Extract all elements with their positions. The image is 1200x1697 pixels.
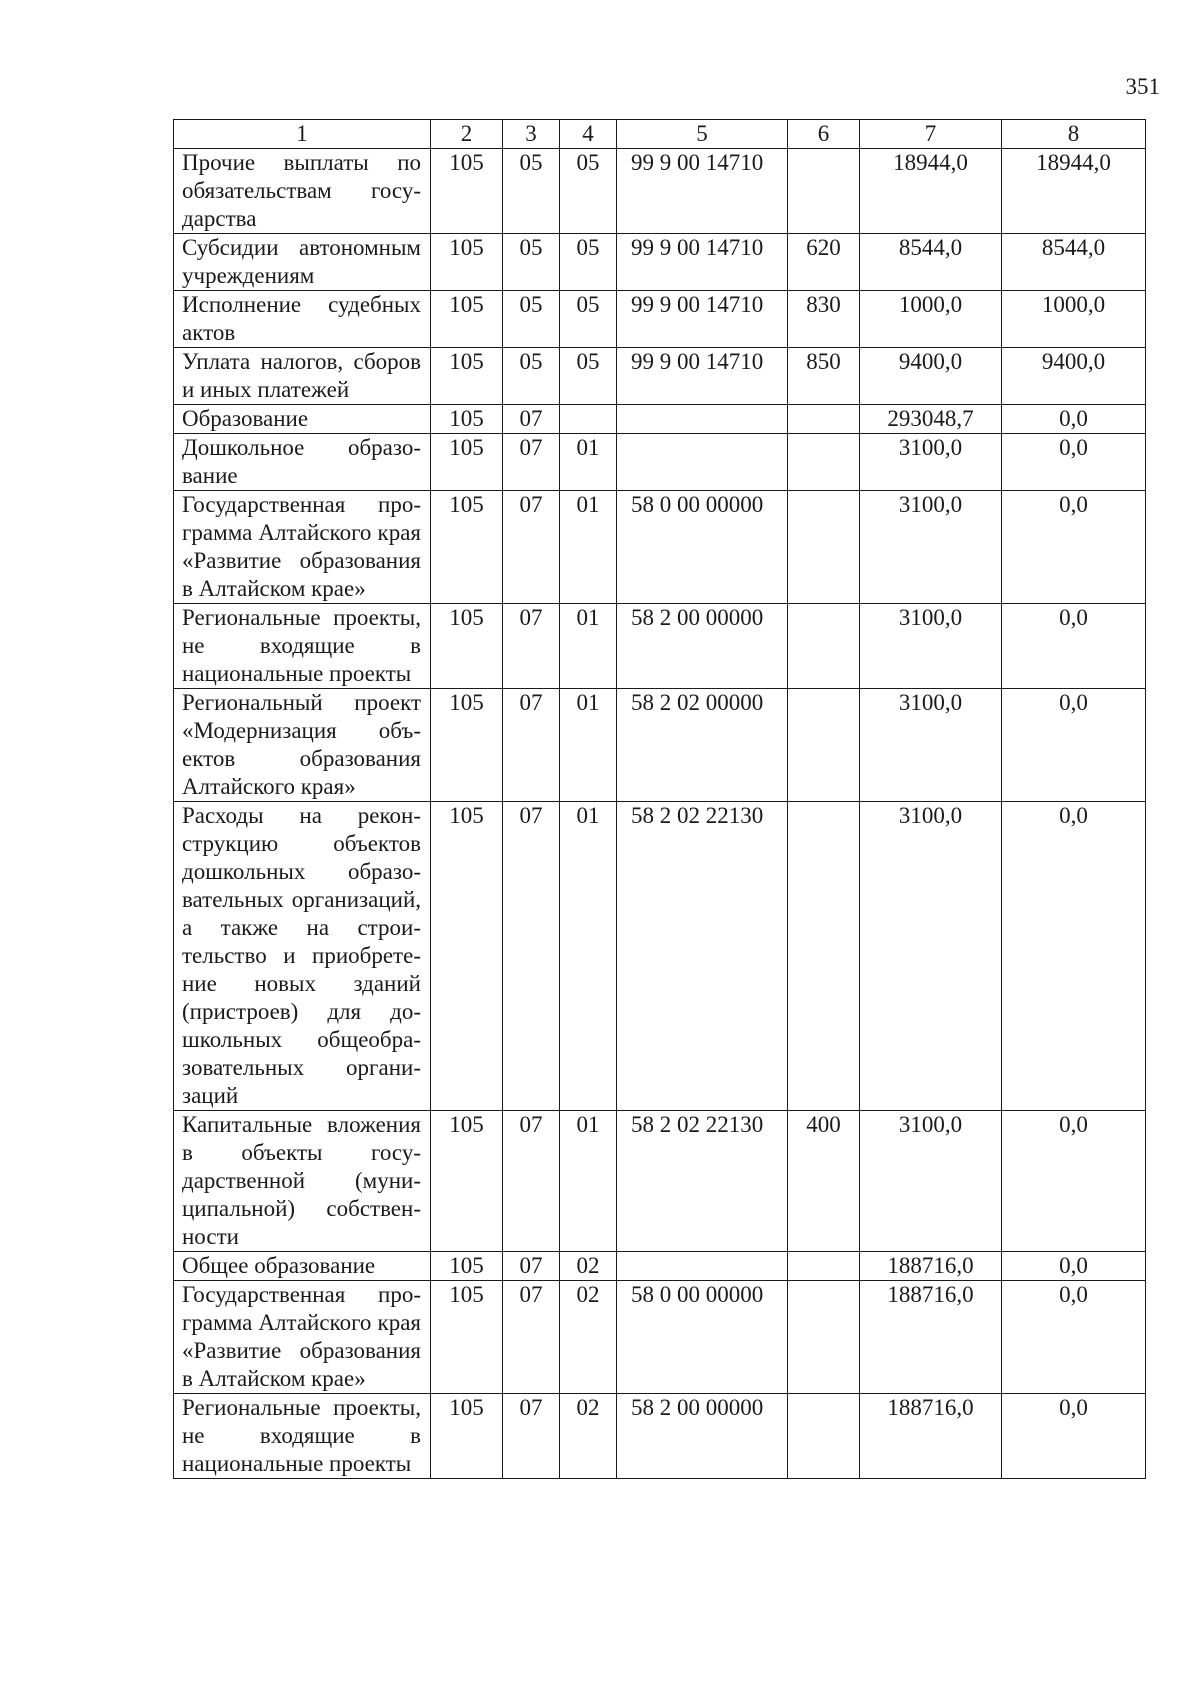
cell-section: 05	[503, 348, 560, 405]
cell-amount-1: 9400,0	[860, 348, 1002, 405]
table-body	[174, 149, 1146, 1479]
cell-subsection: 02	[560, 1252, 617, 1281]
cell-section: 07	[503, 434, 560, 491]
cell-amount-1: 188716,0	[860, 1252, 1002, 1281]
table-row	[174, 1281, 1146, 1394]
cell-ministry-code: 105	[431, 689, 503, 802]
cell-subsection: 05	[560, 348, 617, 405]
cell-expense-type: 620	[788, 234, 860, 291]
cell-name: Общее образование	[174, 1252, 431, 1281]
cell-ministry-code: 105	[431, 405, 503, 434]
cell-subsection: 01	[560, 434, 617, 491]
cell-section: 07	[503, 1394, 560, 1479]
column-header-3: 3	[503, 120, 560, 149]
table-row	[174, 1111, 1146, 1252]
cell-amount-1: 8544,0	[860, 234, 1002, 291]
cell-subsection: 01	[560, 604, 617, 689]
cell-amount-2: 0,0	[1002, 434, 1146, 491]
cell-target-article: 58 2 02 00000	[617, 689, 788, 802]
cell-name: Дошкольное образование	[174, 434, 431, 491]
cell-subsection: 05	[560, 234, 617, 291]
table-row	[174, 291, 1146, 348]
cell-section: 07	[503, 1281, 560, 1394]
cell-ministry-code: 105	[431, 348, 503, 405]
cell-amount-1: 3100,0	[860, 1111, 1002, 1252]
cell-amount-2: 0,0	[1002, 405, 1146, 434]
cell-subsection	[560, 405, 617, 434]
cell-amount-1: 293048,7	[860, 405, 1002, 434]
cell-amount-1: 3100,0	[860, 604, 1002, 689]
cell-target-article: 99 9 00 14710	[617, 291, 788, 348]
column-header-7: 7	[860, 120, 1002, 149]
table-row	[174, 234, 1146, 291]
table-row	[174, 149, 1146, 234]
cell-expense-type	[788, 434, 860, 491]
cell-ministry-code: 105	[431, 1394, 503, 1479]
page-number: 351	[1125, 74, 1160, 99]
cell-subsection: 01	[560, 1111, 617, 1252]
cell-section: 07	[503, 689, 560, 802]
cell-name: Субсидии автономным учреждениям	[174, 234, 431, 291]
cell-amount-2: 0,0	[1002, 604, 1146, 689]
cell-subsection: 01	[560, 802, 617, 1111]
cell-name: Государственная программа Алтайского края «Развитие образования в Алтайском крае»	[174, 491, 431, 604]
cell-target-article: 99 9 00 14710	[617, 234, 788, 291]
cell-section: 07	[503, 802, 560, 1111]
cell-name: Региональный проект «Модернизация объектов образования Алтайского края»	[174, 689, 431, 802]
cell-target-article	[617, 434, 788, 491]
cell-amount-2: 0,0	[1002, 1394, 1146, 1479]
table-row	[174, 491, 1146, 604]
cell-amount-1: 3100,0	[860, 689, 1002, 802]
cell-section: 07	[503, 491, 560, 604]
cell-subsection: 02	[560, 1281, 617, 1394]
cell-expense-type	[788, 802, 860, 1111]
cell-target-article	[617, 405, 788, 434]
cell-amount-2: 0,0	[1002, 689, 1146, 802]
column-header-6: 6	[788, 120, 860, 149]
table-row	[174, 604, 1146, 689]
cell-expense-type	[788, 1394, 860, 1479]
table-row	[174, 348, 1146, 405]
cell-name: Исполнение судебных актов	[174, 291, 431, 348]
cell-ministry-code: 105	[431, 234, 503, 291]
cell-amount-1: 1000,0	[860, 291, 1002, 348]
cell-amount-1: 3100,0	[860, 802, 1002, 1111]
cell-expense-type	[788, 405, 860, 434]
cell-name: Прочие выплаты по обязательствам государства	[174, 149, 431, 234]
cell-subsection: 01	[560, 491, 617, 604]
cell-name: Расходы на реконструкцию объектов дошкольных образовательных организаций, а также на строительство и приобретение новых зданий (пристроев) для дошкольных общеобразовательных организаций	[174, 802, 431, 1111]
cell-expense-type	[788, 1281, 860, 1394]
table-row	[174, 1252, 1146, 1281]
cell-amount-2: 0,0	[1002, 802, 1146, 1111]
cell-ministry-code: 105	[431, 491, 503, 604]
table-row	[174, 802, 1146, 1111]
cell-target-article: 99 9 00 14710	[617, 149, 788, 234]
cell-target-article: 99 9 00 14710	[617, 348, 788, 405]
cell-amount-2: 8544,0	[1002, 234, 1146, 291]
cell-expense-type	[788, 149, 860, 234]
column-header-1: 1	[174, 120, 431, 149]
cell-name: Уплата налогов, сборов и иных платежей	[174, 348, 431, 405]
cell-target-article: 58 2 00 00000	[617, 604, 788, 689]
cell-section: 05	[503, 291, 560, 348]
cell-ministry-code: 105	[431, 1281, 503, 1394]
cell-amount-2: 0,0	[1002, 1252, 1146, 1281]
cell-amount-2: 18944,0	[1002, 149, 1146, 234]
cell-amount-1: 18944,0	[860, 149, 1002, 234]
cell-section: 07	[503, 405, 560, 434]
column-header-4: 4	[560, 120, 617, 149]
cell-subsection: 02	[560, 1394, 617, 1479]
cell-amount-1: 188716,0	[860, 1394, 1002, 1479]
cell-ministry-code: 105	[431, 434, 503, 491]
cell-ministry-code: 105	[431, 1111, 503, 1252]
cell-amount-1: 3100,0	[860, 491, 1002, 604]
cell-subsection: 05	[560, 291, 617, 348]
cell-amount-1: 188716,0	[860, 1281, 1002, 1394]
cell-ministry-code: 105	[431, 1252, 503, 1281]
cell-name: Региональные проекты, не входящие в национальные проекты	[174, 604, 431, 689]
table-header	[174, 120, 1146, 149]
cell-expense-type	[788, 491, 860, 604]
column-header-2: 2	[431, 120, 503, 149]
cell-section: 05	[503, 149, 560, 234]
cell-subsection: 01	[560, 689, 617, 802]
cell-expense-type: 850	[788, 348, 860, 405]
cell-section: 07	[503, 604, 560, 689]
cell-subsection: 05	[560, 149, 617, 234]
cell-section: 07	[503, 1111, 560, 1252]
cell-target-article: 58 2 02 22130	[617, 1111, 788, 1252]
cell-ministry-code: 105	[431, 291, 503, 348]
cell-target-article: 58 0 00 00000	[617, 491, 788, 604]
cell-expense-type	[788, 604, 860, 689]
header-row	[174, 120, 1146, 149]
cell-ministry-code: 105	[431, 149, 503, 234]
cell-amount-2: 1000,0	[1002, 291, 1146, 348]
cell-amount-1: 3100,0	[860, 434, 1002, 491]
cell-section: 05	[503, 234, 560, 291]
cell-section: 07	[503, 1252, 560, 1281]
cell-target-article: 58 2 02 22130	[617, 802, 788, 1111]
table-row	[174, 405, 1146, 434]
cell-amount-2: 0,0	[1002, 1111, 1146, 1252]
table-row	[174, 434, 1146, 491]
cell-ministry-code: 105	[431, 604, 503, 689]
budget-table	[173, 119, 1146, 1479]
cell-amount-2: 9400,0	[1002, 348, 1146, 405]
cell-amount-2: 0,0	[1002, 1281, 1146, 1394]
table-row	[174, 689, 1146, 802]
cell-expense-type: 830	[788, 291, 860, 348]
cell-expense-type	[788, 1252, 860, 1281]
cell-target-article	[617, 1252, 788, 1281]
cell-amount-2: 0,0	[1002, 491, 1146, 604]
cell-ministry-code: 105	[431, 802, 503, 1111]
cell-name: Региональные проекты, не входящие в национальные проекты	[174, 1394, 431, 1479]
table-row	[174, 1394, 1146, 1479]
cell-target-article: 58 2 00 00000	[617, 1394, 788, 1479]
cell-name: Капитальные вложения в объекты государственной (муниципальной) собственности	[174, 1111, 431, 1252]
column-header-5: 5	[617, 120, 788, 149]
cell-target-article: 58 0 00 00000	[617, 1281, 788, 1394]
cell-name: Государственная программа Алтайского края «Развитие образования в Алтайском крае»	[174, 1281, 431, 1394]
cell-expense-type	[788, 689, 860, 802]
cell-expense-type: 400	[788, 1111, 860, 1252]
cell-name: Образование	[174, 405, 431, 434]
column-header-8: 8	[1002, 120, 1146, 149]
